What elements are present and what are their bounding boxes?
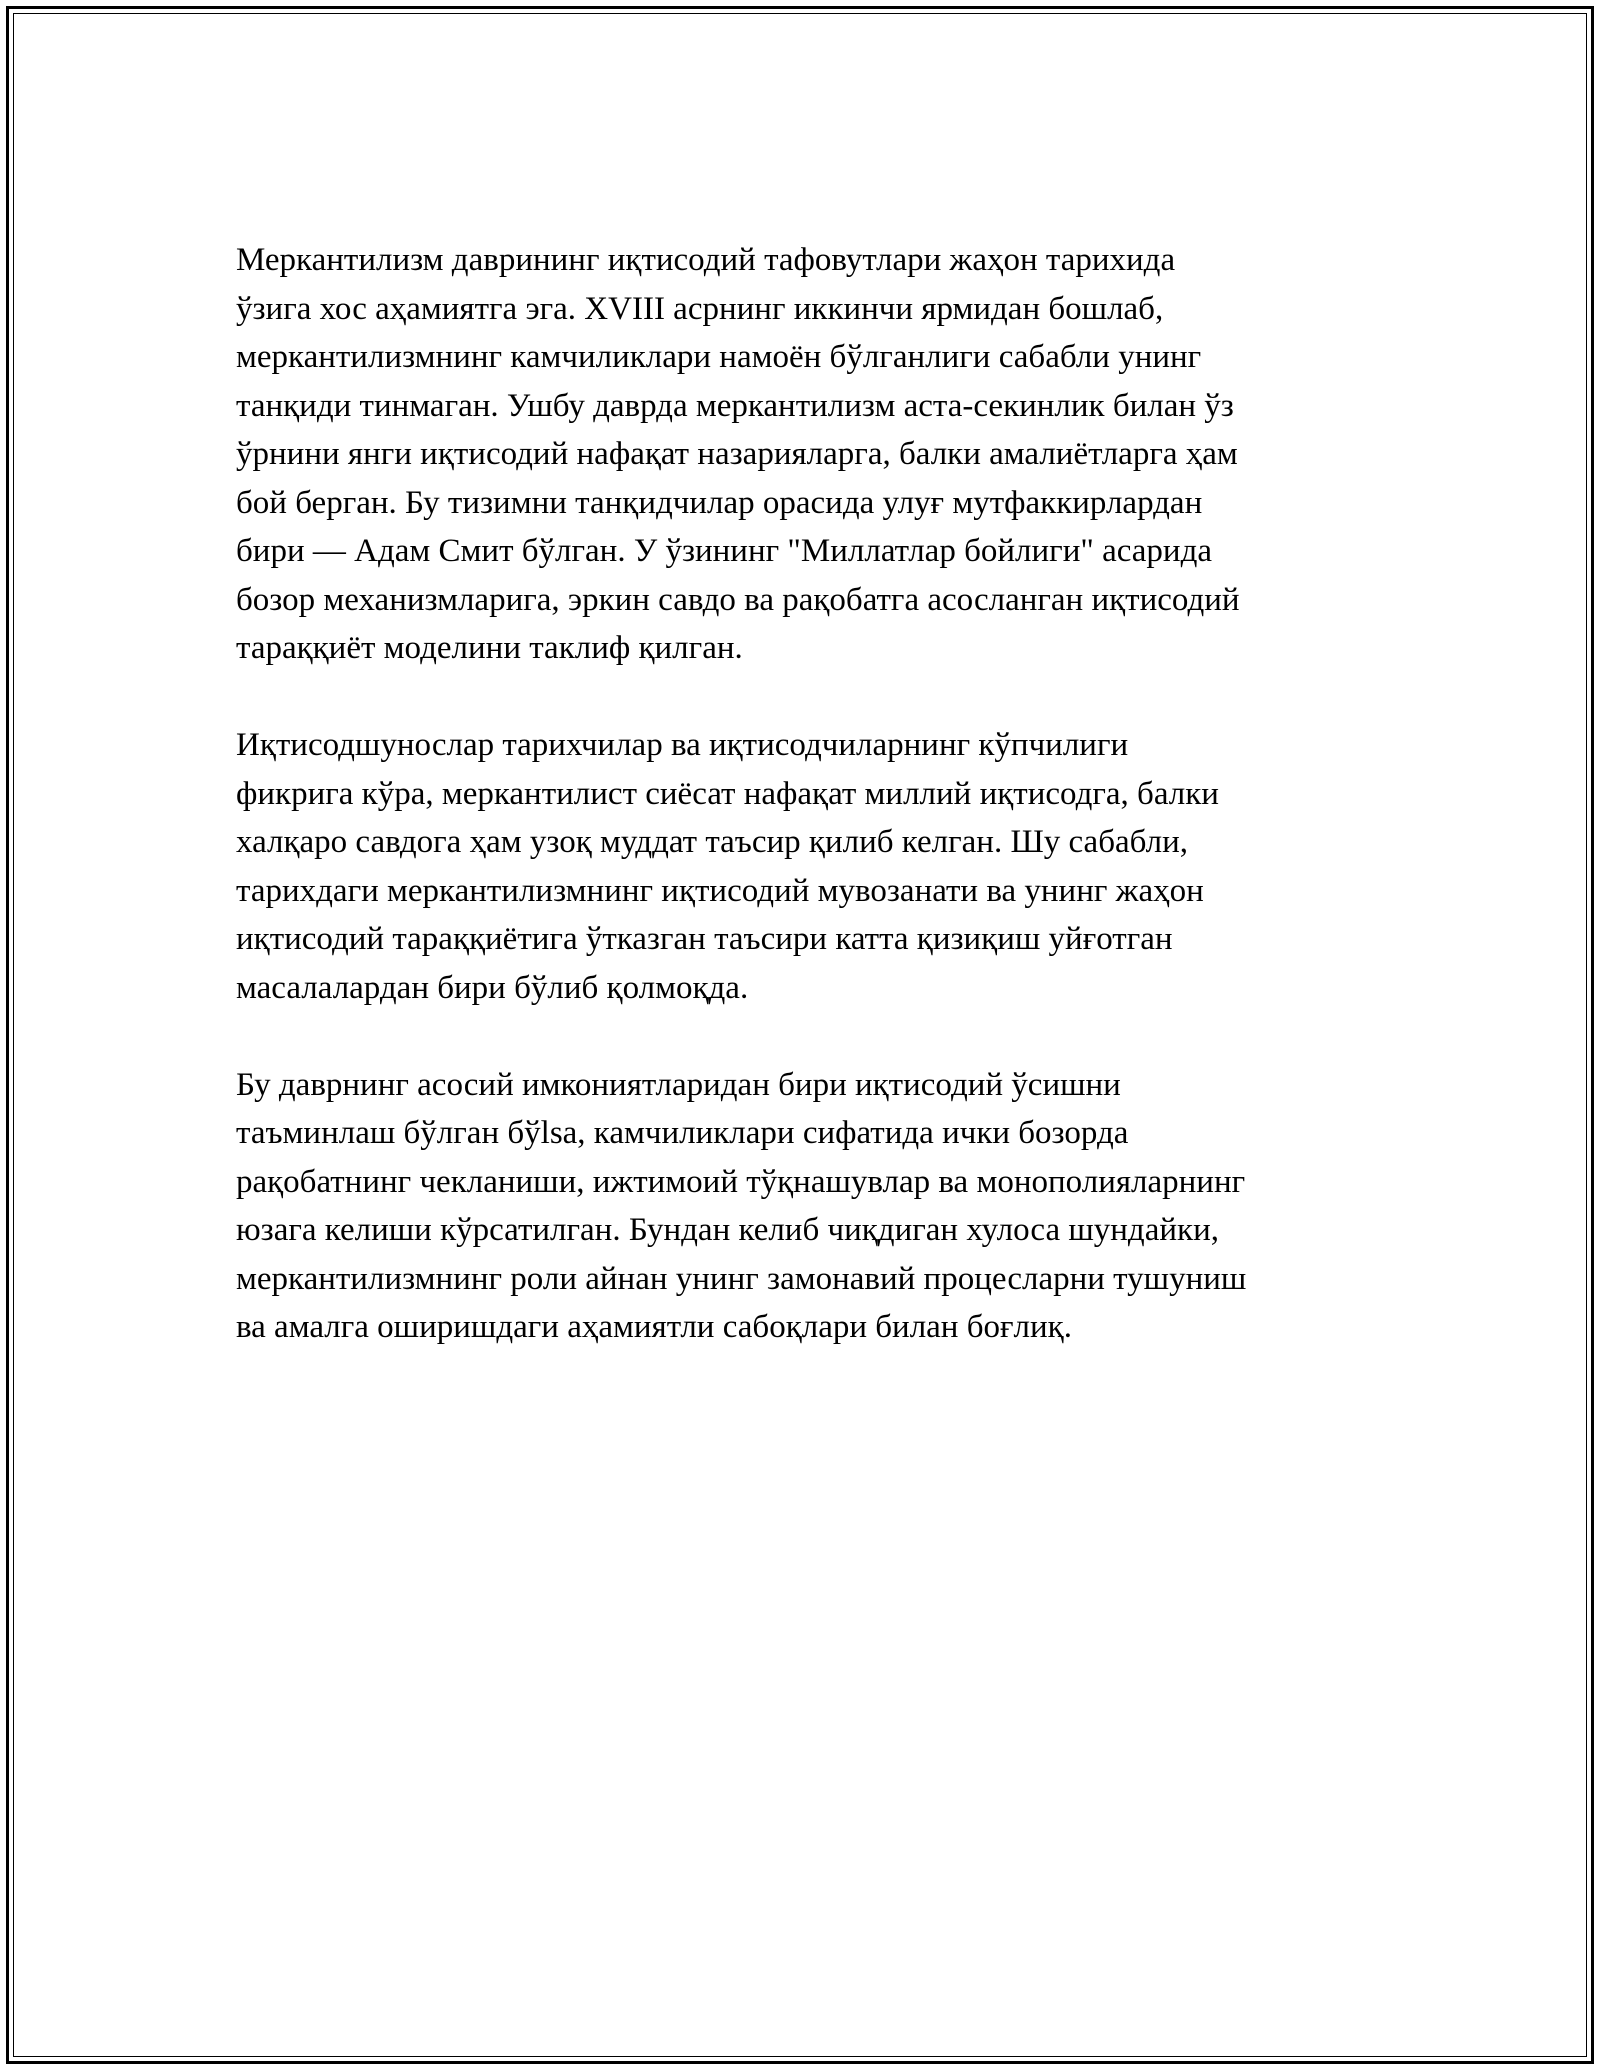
document-body bbox=[236, 236, 1376, 1400]
paragraph-1: Меркантилизм даврининг иқтисодий тафовутлари жаҳон тарихида ўзига хос аҳамиятга эга. XVIII асрнинг иккинчи ярмидан бошлаб, меркантилизмнинг камчиликлари намоён бўлганлиги сабабли унинг танқиди тинмаган. Ушбу даврда меркантилизм аста-секинлик билан ўз ўрнини янги иқтисодий нафақат назарияларга, балки амалиётларга ҳам бой берган. Бу тизимни танқидчилар орасида улуғ мутфаккирлардан бири — Адам Смит бўлган. У ўзининг "Миллатлар бойлиги" асарида бозор механизмларига, эркин савдо ва рақобатга асосланган иқтисодий тараққиёт моделини таклиф қилган. bbox=[236, 242, 1240, 666]
paragraph-3: Бу даврнинг асосий имкониятларидан бири иқтисодий ўсишни таъминлаш бўлган бўlsa, камчиликлари сифатида ички бозорда рақобатнинг чекланиши, ижтимоий тўқнашувлар ва монополияларнинг юзага келиши кўрсатилган. Бундан келиб чиқдиган хулоса шундайки, меркантилизмнинг роли айнан унинг замонавий процесларни тушуниш ва амалга оширишдаги аҳамиятли сабоқлари билан боғлиқ. bbox=[236, 1066, 1247, 1345]
paragraph-2: Иқтисодшунослар тарихчилар ва иқтисодчиларнинг кўпчилиги фикрига кўра, меркантилист сиёсат нафақат миллий иқтисодга, балки халқаро савдога ҳам узоқ муддат таъсир қилиб келган. Шу сабабли, тарихдаги меркантилизмнинг иқтисодий мувозанати ва унинг жаҳон иқтисодий тараққиётига ўтказган таъсири катта қизиқиш уйғотган масалалардан бири бўлиб қолмоқда. bbox=[236, 727, 1219, 1006]
